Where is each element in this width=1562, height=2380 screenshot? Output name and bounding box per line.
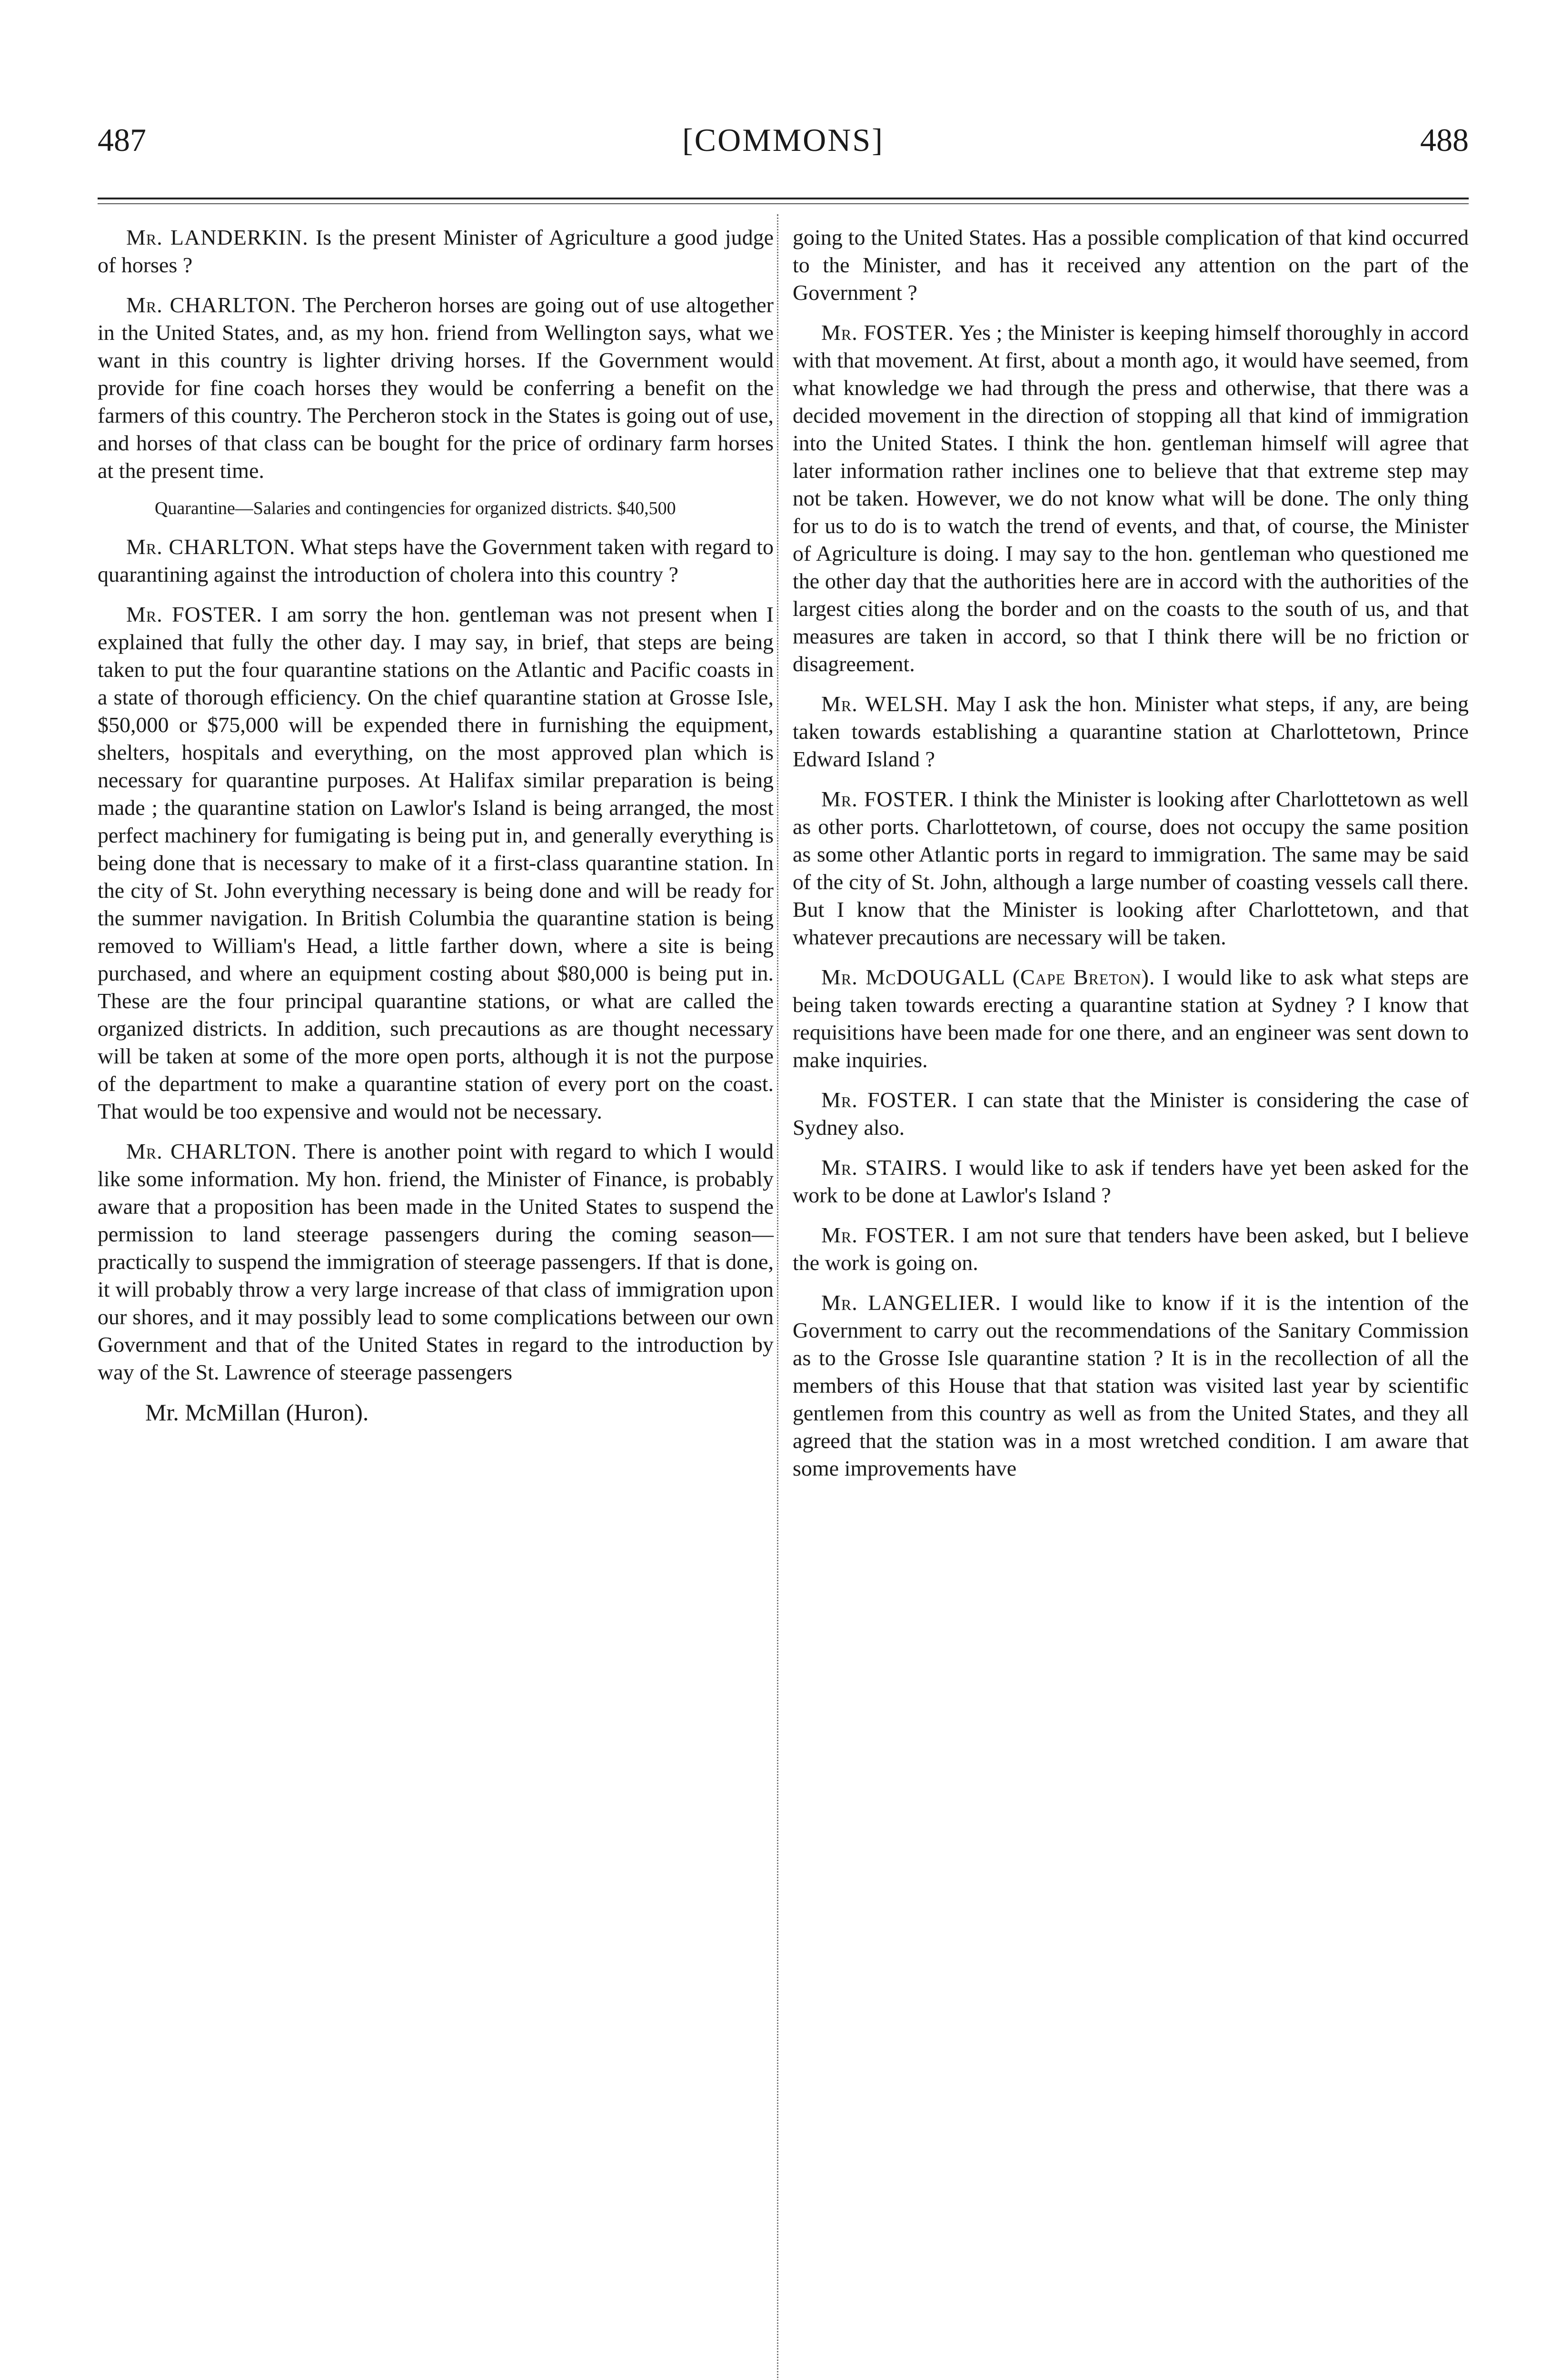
speaker-name: Mr. FOSTER. <box>821 320 955 345</box>
speaker-name: Mr. WELSH. <box>821 692 949 716</box>
speech-paragraph <box>98 291 774 485</box>
speech-text: going to the United States. Has a possible complication of that kind occurred to the Minister, and has it received any attention on the part of the Government ? <box>793 225 1469 305</box>
speech-text: I would like to ask what steps are being taken towards erecting a quarantine station at Sydney ? I know that requisitions have been made for one there, and an engineer was sent down to make inquiries. <box>793 965 1469 1072</box>
column-divider <box>777 214 778 2380</box>
page-number-right: 488 <box>1420 122 1469 158</box>
speech-paragraph <box>98 224 774 279</box>
page-header <box>98 121 1469 174</box>
speech-text: May I ask the hon. Minister what steps, if any, are being taken towards establishing a quarantine station at Charlottetown, Prince Edward Island ? <box>793 692 1469 771</box>
speaker-name: Mr. LANGELIER. <box>821 1290 1001 1315</box>
speech-text: Yes ; the Minister is keeping himself thoroughly in accord with that movement. At first, about a month ago, it would have seemed, from what knowledge we had through the press and otherwise, that there was a decided movement in the direction of stopping all that kind of immigration into the United States. I think the hon. gentleman himself will agree that later information rather inclines one to believe that that extreme step may not be taken. However, we do not know what will be done. The only thing for us to do is to watch the trend of events, and that, of course, the Minister of Agriculture is doing. I may say to the hon. gentleman who questioned me the other day that the authorities here are in accord with the authorities of the largest cities along the border and on the coasts to the south of us, and that measures are taken in accord, so that I think there will be no friction or disagreement. <box>793 320 1469 676</box>
speaker-name: Mr. FOSTER. <box>821 1088 958 1112</box>
speaker-name: Mr. LANDERKIN. <box>126 225 308 249</box>
speech-text: I can state that the Minister is considering the case of Sydney also. <box>793 1088 1469 1140</box>
speech-text: The Percheron horses are going out of use altogether in the United States, and, as my hon. friend from Wellington says, what we want in this country is lighter driving horses. If the Government would provide for fine coach horses they would be conferring a benefit on the farmers of this country. The Percheron stock in the States is going out of use, and horses of that class can be bought for the price of ordinary farm horses at the present time. <box>98 293 774 483</box>
speech-paragraph <box>793 1086 1469 1141</box>
speech-text: There is another point with regard to which I would like some information. My hon. friend, the Minister of Finance, is probably aware that a proposition has been made in the United States to suspend the permission to land steerage passengers during the coming season—practically to suspend the immigration of steerage passengers. If that is done, it will probably throw a very large increase of that class of immigration upon our shores, and it may possibly lead to some complications between our own Government and that of the United States in regard to the introduction by way of the St. Lawrence of steerage passengers <box>98 1139 774 1384</box>
right-column <box>793 224 1469 2380</box>
speech-text: I am sorry the hon. gentleman was not present when I explained that fully the other day. I may say, in brief, that steps are being taken to put the four quarantine stations on the Atlantic and Pacific coasts in a state of thorough efficiency. On the chief quarantine station at Grosse Isle, $50,000 or $75,000 will be expended there in furnishing the equipment, shelters, hospitals and everything, on the most approved plan which is necessary for quarantine purposes. At Halifax similar preparation is being made ; the quarantine station on Lawlor's Island is being arranged, the most perfect machinery for fumigating is being put in, and generally everything is being done that is necessary to make of it a first-class quarantine station. In the city of St. John everything necessary is being done and will be ready for the summer navigation. In British Columbia the quarantine station is being removed to William's Head, a little farther down, where a site is being purchased, and where an equipment costing about $80,000 is being put in. These are the four principal quarantine stations, or what are called the organized districts. In addition, such precautions as are thought necessary will be taken at some of the more open ports, although it is not the purpose of the department to make a quarantine station of every port on the coast. That would be too expensive and would not be necessary. <box>98 602 774 1123</box>
speech-paragraph <box>793 785 1469 951</box>
item-description: Quarantine—Salaries and contingencies for organized districts. <box>155 498 613 518</box>
estimate-item <box>98 497 774 520</box>
speaker-name: Mr. McDOUGALL (Cape Breton). <box>821 965 1155 989</box>
speech-text: Is the present Minister of Agriculture a good judge of horses ? <box>98 225 774 277</box>
speech-paragraph <box>793 1289 1469 1482</box>
next-speaker-catchword: Mr. McMillan (Huron). <box>145 1399 369 1426</box>
left-column <box>98 224 774 2380</box>
speech-paragraph <box>793 1154 1469 1209</box>
speech-paragraph <box>98 601 774 1125</box>
speaker-name: Mr. CHARLTON. <box>126 535 296 559</box>
speaker-name: Mr. CHARLTON. <box>126 1139 297 1163</box>
speech-text: I am not sure that tenders have been asked, but I believe the work is going on. <box>793 1223 1469 1275</box>
header-rule <box>98 198 1469 204</box>
speaker-name: Mr. FOSTER. <box>821 787 955 811</box>
speech-text: I would like to ask if tenders have yet been asked for the work to be done at Lawlor's Island ? <box>793 1155 1469 1207</box>
speaker-name: Mr. FOSTER. <box>126 602 262 626</box>
speech-text: I think the Minister is looking after Charlottetown as well as other ports. Charlottetown, of course, does not occupy the same position as some other Atlantic ports in regard to immigration. The same may be said of the city of St. John, although a large number of coasting vessels call there. But I know that the Minister is looking after Charlottetown, and that whatever precautions are necessary will be taken. <box>793 787 1469 949</box>
item-amount: $40,500 <box>617 498 676 518</box>
page-number-left: 487 <box>98 122 146 158</box>
speech-paragraph <box>793 1221 1469 1277</box>
speaker-name: Mr. STAIRS. <box>821 1155 948 1180</box>
speech-paragraph <box>98 1138 774 1386</box>
speech-paragraph <box>793 224 1469 307</box>
speech-paragraph <box>98 533 774 588</box>
running-head: [COMMONS] <box>682 122 884 158</box>
speaker-name: Mr. CHARLTON. <box>126 293 297 317</box>
speech-paragraph <box>793 963 1469 1074</box>
speaker-name: Mr. FOSTER. <box>821 1223 955 1247</box>
speech-text: What steps have the Government taken with regard to quarantining against the introduction of cholera into this country ? <box>98 535 774 586</box>
speech-paragraph <box>793 690 1469 773</box>
speech-paragraph <box>793 319 1469 678</box>
speech-text: I would like to know if it is the intention of the Government to carry out the recommendations of the Sanitary Commission as to the Grosse Isle quarantine station ? It is in the recollection of all the members of this House that that station was visited last year by scientific gentlemen from this country as well as from the United States, and they all agreed that the station was in a most wretched condition. I am aware that some improvements have <box>793 1290 1469 1480</box>
